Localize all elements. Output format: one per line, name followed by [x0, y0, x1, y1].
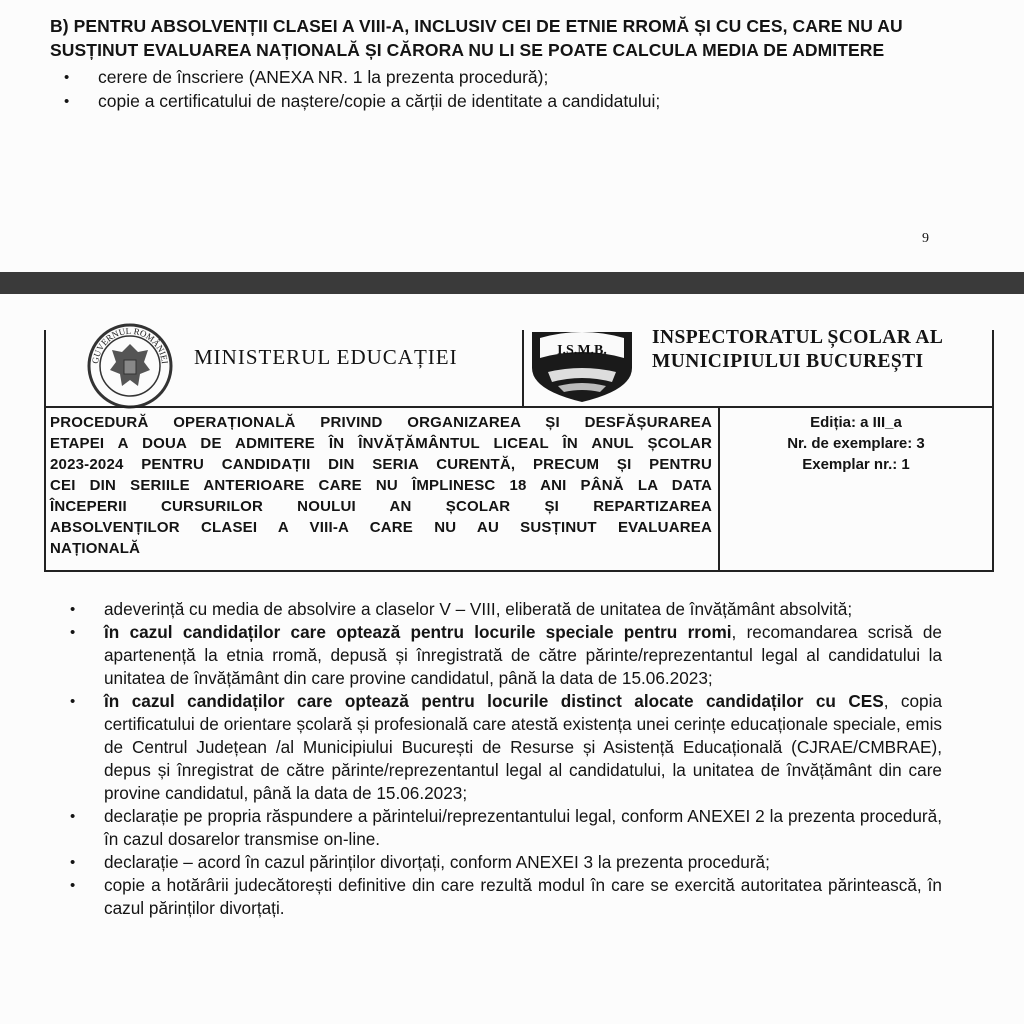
- bullet-icon: •: [64, 69, 70, 86]
- document-list-bottom: [70, 598, 942, 920]
- list-item-bold: în cazul candidaților care optează pentru locurile distinct alocate candidaților cu CES: [104, 691, 884, 711]
- bullet-icon: •: [70, 854, 76, 871]
- inspectorate-name: [652, 326, 943, 374]
- romania-government-seal-icon: [86, 322, 174, 410]
- header-logos-row: [46, 325, 992, 406]
- procedure-title-line: ETAPEI A DOUA DE ADMITERE ÎN ÎNVĂȚĂMÂNTUL LICEAL ÎN ANUL ȘCOLAR: [50, 435, 712, 452]
- bullet-icon: •: [70, 693, 76, 710]
- document-header-table: [44, 325, 994, 572]
- procedure-title-line: ABSOLVENȚILOR CLASEI A VIII-A CARE NU AU SUSȚINUT EVALUAREA: [50, 519, 712, 536]
- page-fragment-top: [0, 0, 1024, 272]
- header-divider: [718, 408, 720, 572]
- list-item-text: , copia certificatului de orientare școlară și profesională care atestă existența unei cerințe educaționale speciale, emis de Centrul Județean /al Municipiului București de Resurse și Asistență Educațională (CJRAE/CMBRAE), depus și înregistrat de către părinte/reprezentantul legal al candidatului, la unitatea de învățământ din care provine candidatul, până la data de 15.06.2023;: [104, 691, 942, 803]
- ministry-name: MINISTERUL EDUCAȚIEI: [194, 345, 458, 369]
- page-fragment-bottom: [0, 294, 1024, 1024]
- header-procedure-row: [46, 406, 992, 572]
- copies-count: Nr. de exemplare: 3: [787, 435, 925, 452]
- list-item: [70, 621, 942, 690]
- list-item: [64, 90, 964, 114]
- document-list-top: [64, 66, 964, 113]
- page-number: 9: [922, 231, 929, 246]
- procedure-title: [50, 412, 712, 559]
- list-item-text: , recomandarea scrisă de apartenență la etnia rromă, depusă și înregistrată de către părinte/reprezentantul legal al candidatului la unitatea de învățământ din care provine candidatul, până la data de 15.06.2023;: [104, 622, 942, 688]
- list-item-text: declarație pe propria răspundere a părintelui/reprezentantului legal, conform ANEXEI 2 la prezenta procedură, în cazul dosarelor transmise on-line.: [104, 806, 942, 849]
- section-heading: B) PENTRU ABSOLVENȚII CLASEI A VIII-A, INCLUSIV CEI DE ETNIE RROMĂ ȘI CU CES, CARE NU AU SUSȚINUT EVALUAREA NAȚIONALĂ ȘI CĂRORA NU LI SE POATE CALCULA MEDIA DE ADMITERE: [50, 16, 903, 60]
- ismb-logo-text: I.S.M.B.: [557, 343, 607, 358]
- bullet-icon: •: [70, 877, 76, 894]
- bullet-icon: •: [70, 808, 76, 825]
- bullet-icon: •: [70, 601, 76, 618]
- inspectorate-line: INSPECTORATUL ȘCOLAR AL: [652, 327, 944, 348]
- page-separator: [0, 272, 1024, 294]
- list-item: [70, 690, 942, 805]
- inspectorate-line: MUNICIPIULUI BUCUREȘTI: [652, 351, 924, 372]
- bullet-icon: •: [64, 92, 70, 110]
- procedure-title-line: NAȚIONALĂ: [50, 540, 141, 557]
- copy-number: Exemplar nr.: 1: [802, 456, 910, 473]
- list-item-text: declarație – acord în cazul părinților divorțați, conform ANEXEI 3 la prezenta procedură;: [104, 852, 770, 872]
- procedure-title-line: PROCEDURĂ OPERAȚIONALĂ PRIVIND ORGANIZAREA ȘI DESFĂȘURAREA: [50, 414, 712, 431]
- list-item-text: copie a certificatului de naștere/copie a cărții de identitate a candidatului;: [98, 90, 661, 111]
- list-item: [70, 851, 942, 874]
- procedure-title-line: ÎNCEPERII CURSURILOR NOULUI AN ȘCOLAR ȘI REPARTIZAREA: [50, 498, 712, 515]
- edition-info: [726, 412, 986, 475]
- header-divider: [522, 330, 524, 406]
- bullet-icon: •: [70, 624, 76, 641]
- list-item-text: cerere de înscriere (ANEXA NR. 1 la prezenta procedură);: [98, 67, 549, 87]
- list-item-text: copie a hotărârii judecătorești definitive din care rezultă modul în care se exercită autoritatea părintească, în cazul părinților divorțați.: [104, 875, 942, 918]
- ismb-shield-icon: [528, 328, 636, 404]
- list-item: [70, 874, 942, 920]
- seal-text: GUVERNUL ROMÂNIEI: [89, 325, 170, 365]
- procedure-title-line: CEI DIN SERIILE ANTERIOARE CARE NU ÎMPLINESC 18 ANI PÂNĂ LA DATA: [50, 477, 712, 494]
- list-item-text: adeverință cu media de absolvire a claselor V – VIII, eliberată de unitatea de învățământ absolvită;: [104, 599, 853, 619]
- list-item: [64, 66, 964, 90]
- procedure-title-line: 2023-2024 PENTRU CANDIDAȚII DIN SERIA CURENTĂ, PRECUM ȘI PENTRU: [50, 456, 712, 473]
- list-item: [70, 805, 942, 851]
- list-item: [70, 598, 942, 621]
- edition-label: Ediția: a III_a: [810, 414, 902, 431]
- list-item-bold: în cazul candidaților care optează pentru locurile speciale pentru rromi: [104, 622, 732, 642]
